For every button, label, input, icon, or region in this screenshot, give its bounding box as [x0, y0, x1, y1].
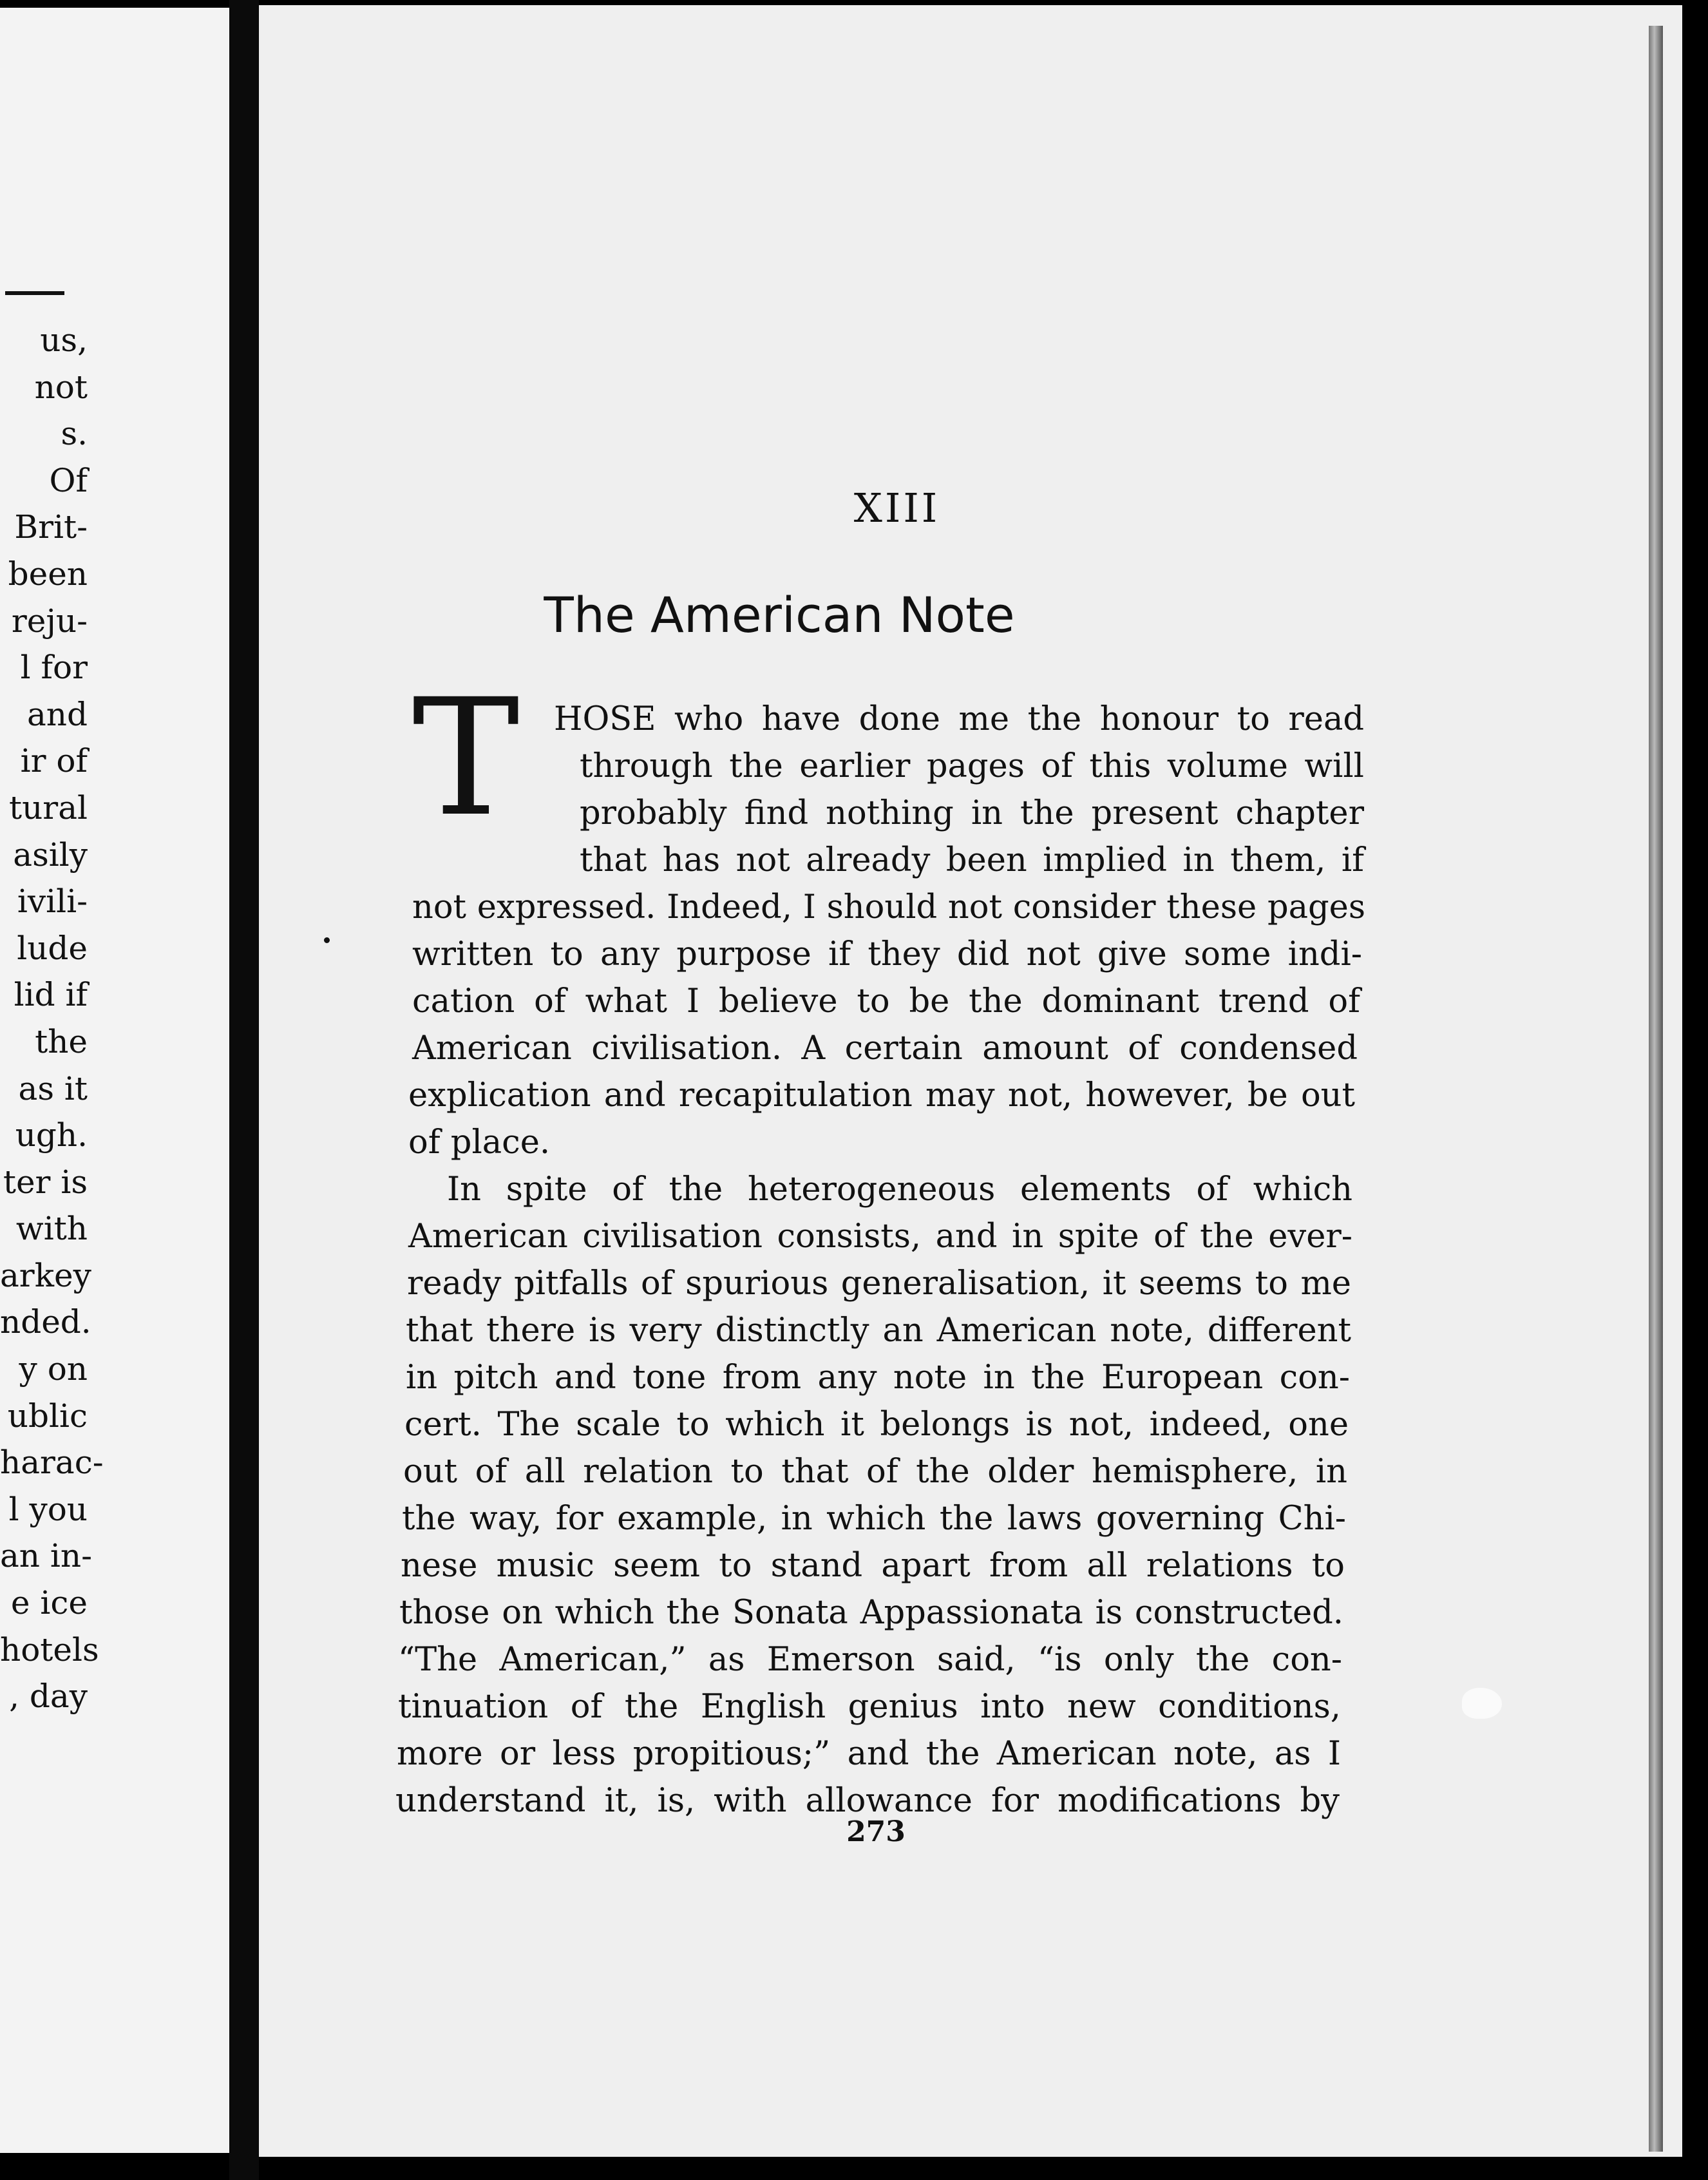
drop-cap: T [412, 664, 520, 852]
previous-page-line: and [26, 695, 88, 733]
body-line: that has not already been implied in them, if [580, 841, 1364, 879]
section-rule [5, 291, 64, 295]
body-line: ready pitfalls of spurious generalisation, it seems to me [407, 1265, 1351, 1303]
chapter-number: XIII [853, 484, 940, 531]
previous-page [0, 8, 229, 2153]
previous-page-line: s. [61, 415, 88, 453]
body-line: more or less propitious;” and the American note, as I [397, 1735, 1341, 1773]
previous-page-line: l for [20, 649, 88, 687]
previous-page-line: ter is [3, 1163, 88, 1201]
body-line: written to any purpose if they did not give some indi- [412, 935, 1362, 973]
previous-page-line: as it [18, 1069, 88, 1107]
previous-page-line: ir of [20, 742, 88, 780]
body-line: out of all relation to that of the older hemisphere, in [403, 1453, 1347, 1491]
previous-page-line: been [8, 555, 88, 593]
page-edge [1649, 26, 1663, 2152]
previous-page-line: harac- [0, 1444, 104, 1482]
body-line: probably find nothing in the present chapter [580, 794, 1364, 832]
body-line: “The American,” as Emerson said, “is only the con- [398, 1641, 1342, 1679]
body-line: that there is very distinctly an American note, different [406, 1312, 1351, 1350]
previous-page-line: arkey [0, 1256, 91, 1294]
body-line: those on which the Sonata Appassionata is constructed. [399, 1594, 1343, 1632]
body-line: cert. The scale to which it belongs is not, indeed, one [404, 1406, 1349, 1444]
previous-page-line: hotels [0, 1630, 99, 1668]
previous-page-line: e ice [10, 1584, 88, 1622]
body-line: HOSE who have done me the honour to read [554, 700, 1364, 738]
previous-page-line: not [34, 368, 88, 406]
previous-page-line: reju- [11, 602, 88, 640]
previous-page-line: Of [49, 461, 88, 499]
body-line: tinuation of the English genius into new conditions, [398, 1688, 1341, 1726]
previous-page-line: tural [9, 789, 88, 827]
previous-page-line: an in- [0, 1537, 92, 1575]
previous-page-line: nded. [0, 1303, 91, 1341]
previous-page-line: ublic [7, 1397, 88, 1435]
previous-page-line: lid if [14, 976, 88, 1014]
body-line: cation of what I believe to be the dominant trend of [412, 982, 1360, 1020]
previous-page-line: lude [17, 929, 88, 967]
previous-page-line: us, [40, 321, 88, 359]
previous-page-line: l you [8, 1490, 88, 1528]
previous-page-line: asily [13, 836, 88, 874]
body-line: In spite of the heterogeneous elements of which [447, 1171, 1352, 1209]
previous-page-line: ivili- [17, 883, 88, 921]
previous-page-line: with [15, 1210, 88, 1248]
body-line: American civilisation. A certain amount of condensed [412, 1029, 1358, 1067]
chapter-title: The American Note [544, 586, 1015, 644]
previous-page-line: y on [19, 1350, 88, 1388]
body-line: not expressed. Indeed, I should not consider these pages [412, 888, 1365, 926]
body-line: explication and recapitulation may not, however, be out [408, 1076, 1355, 1114]
ink-speck [324, 937, 330, 943]
previous-page-line: ugh. [15, 1116, 88, 1154]
previous-page-line: Brit- [14, 508, 88, 546]
body-line: nese music seem to stand apart from all relations to [401, 1547, 1345, 1585]
body-line: American civilisation consists, and in spite of the ever- [408, 1218, 1352, 1256]
body-line: of place. [408, 1123, 551, 1162]
paper-smudge [1462, 1688, 1502, 1719]
body-line: through the earlier pages of this volume will [580, 747, 1364, 785]
previous-page-line: , day [9, 1678, 88, 1716]
page-number: 273 [846, 1815, 906, 1848]
previous-page-line: the [35, 1022, 88, 1060]
body-line: in pitch and tone from any note in the European con- [406, 1359, 1350, 1397]
book-gutter [229, 0, 259, 2180]
body-line: the way, for example, in which the laws governing Chi- [402, 1500, 1346, 1538]
body-line: understand it, is, with allowance for modifications by [395, 1782, 1340, 1820]
